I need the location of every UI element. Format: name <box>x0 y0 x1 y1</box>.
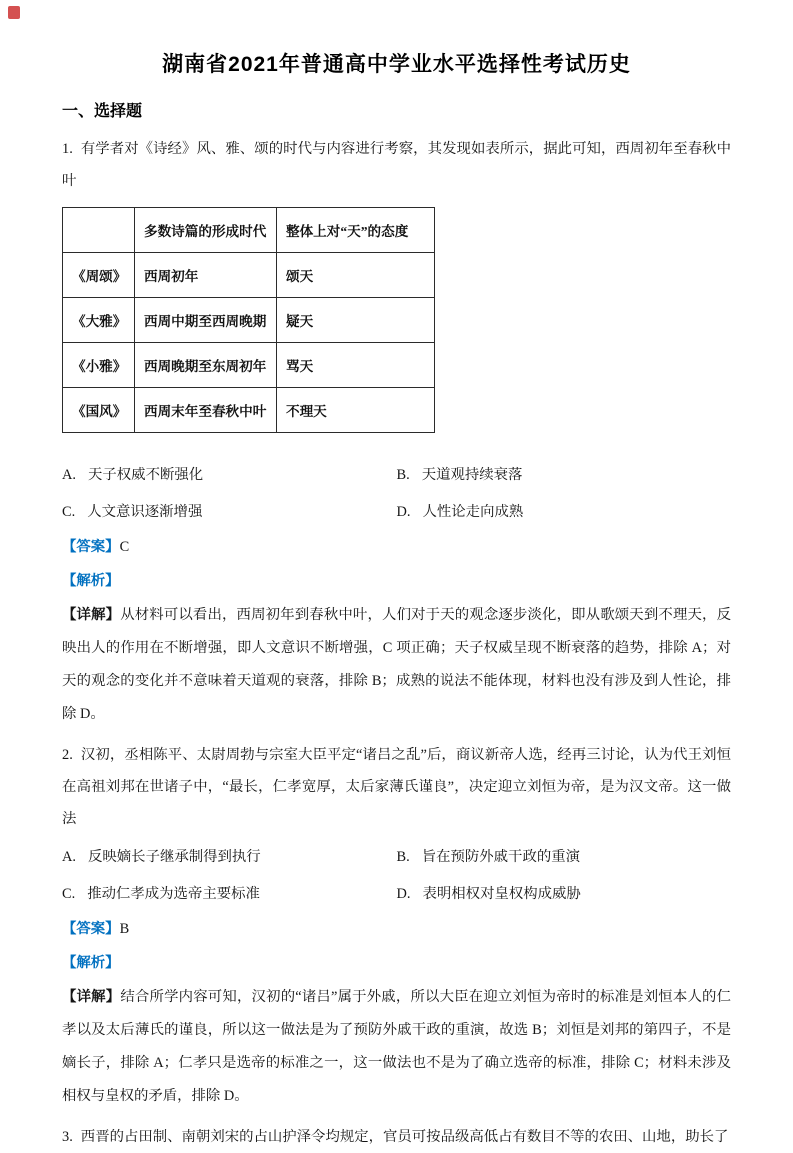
option-label: C. <box>62 504 76 520</box>
table-header-row <box>63 208 435 253</box>
option-a <box>62 459 397 492</box>
question-3 <box>62 1121 731 1153</box>
table-row <box>63 253 435 298</box>
table-row <box>63 298 435 343</box>
option-d <box>397 878 732 911</box>
option-text: 旨在预防外戚干政的重演 <box>421 849 581 865</box>
table-row <box>63 388 435 433</box>
detail-label: 【详解】 <box>62 607 121 623</box>
option-label: B. <box>396 467 410 483</box>
question-2 <box>62 739 731 1113</box>
question-stem <box>62 739 731 835</box>
question-stem-text: 西晋的占田制、南朝刘宋的占山护泽令均规定，官员可按品级高低占有数目不等的农田、山地，助长了 <box>80 1129 729 1145</box>
answer-label: 【答案】 <box>62 921 120 937</box>
analysis-label: 【解析】 <box>62 573 120 589</box>
analysis-line <box>62 565 731 598</box>
option-label: C. <box>62 886 76 902</box>
option-text: 天道观持续衰落 <box>421 467 523 483</box>
table-header-cell: 多数诗篇的形成时代 <box>135 208 277 253</box>
answer-line <box>62 531 731 564</box>
option-text: 人性论走向成熟 <box>422 504 524 520</box>
table-cell: 不理天 <box>277 388 435 433</box>
option-c <box>62 496 397 529</box>
section-heading: 一、选择题 <box>62 103 143 120</box>
option-text: 推动仁孝成为选帝主要标准 <box>87 886 260 902</box>
option-text: 反映嫡长子继承制得到执行 <box>88 849 261 865</box>
detail-paragraph <box>62 599 731 731</box>
table-cell: 骂天 <box>277 343 435 388</box>
option-b <box>397 459 732 492</box>
question-stem <box>62 1121 731 1153</box>
table-cell: 西周晚期至东周初年 <box>135 343 277 388</box>
corner-mark-icon <box>8 6 20 19</box>
option-text: 天子权威不断强化 <box>88 467 204 483</box>
table-cell: 《小雅》 <box>63 343 135 388</box>
option-text: 人文意识逐渐增强 <box>87 504 203 520</box>
question-stem-text: 有学者对《诗经》风、雅、颂的时代与内容进行考察，其发现如表所示，据此可知，西周初年至春秋中叶 <box>62 141 731 189</box>
question-stem <box>62 133 731 197</box>
table-cell: 西周初年 <box>135 253 277 298</box>
option-a <box>62 841 397 874</box>
option-c <box>62 878 397 911</box>
document-title: 湖南省2021年普通高中学业水平选择性考试历史 <box>162 53 631 76</box>
options-grid <box>62 841 731 911</box>
table-row <box>63 343 435 388</box>
table-cell: 《国风》 <box>63 388 135 433</box>
answer-line <box>62 913 731 946</box>
option-text: 表明相权对皇权构成威胁 <box>422 886 581 902</box>
option-d <box>397 496 732 529</box>
option-b <box>397 841 732 874</box>
detail-text: 从材料可以看出，西周初年到春秋中叶，人们对于天的观念逐步淡化，即从歌颂天到不理天，反映出人的作用在不断增强，即人文意识不断增强，C 项正确；天子权威呈现不断衰落的趋势，排除 A；对天的观念的变化并不意味着天道观的衰落，排除 B；成熟的说法不能体现，材料也没有涉及到人性论，排除 D。 <box>62 607 731 722</box>
question-stem-text: 汉初，丞相陈平、太尉周勃与宗室大臣平定“诸吕之乱”后，商议新帝人选，经再三讨论，认为代王刘恒在高祖刘邦在世诸子中，“最长，仁孝宽厚，太后家薄氏谨良”，决定迎立刘恒为帝，是为汉文帝。这一做法 <box>62 747 731 827</box>
shijing-attitude-table <box>62 207 435 433</box>
option-label: D. <box>396 886 411 902</box>
table-header-cell: 整体上对“天”的态度 <box>277 208 435 253</box>
table-cell: 《周颂》 <box>63 253 135 298</box>
option-label: B. <box>396 849 410 865</box>
option-label: A. <box>62 849 76 865</box>
analysis-line <box>62 947 731 980</box>
answer-label: 【答案】 <box>62 539 120 555</box>
question-number: 3. <box>62 1129 73 1145</box>
table-cell: 西周中期至西周晚期 <box>135 298 277 343</box>
question-1 <box>62 133 731 731</box>
answer-value: B <box>119 921 130 937</box>
table-cell: 《大雅》 <box>63 298 135 343</box>
analysis-label: 【解析】 <box>62 955 120 971</box>
detail-paragraph <box>62 981 731 1113</box>
table-cell: 西周末年至春秋中叶 <box>135 388 277 433</box>
table-cell: 颂天 <box>277 253 435 298</box>
table-header-cell <box>63 208 135 253</box>
answer-value: C <box>119 539 130 555</box>
question-number: 2. <box>62 747 73 763</box>
options-grid <box>62 459 731 529</box>
table-cell: 疑天 <box>277 298 435 343</box>
detail-label: 【详解】 <box>62 989 121 1005</box>
detail-text: 结合所学内容可知，汉初的“诸吕”属于外戚，所以大臣在迎立刘恒为帝时的标准是刘恒本人的仁孝以及太后薄氏的谨良，所以这一做法是为了预防外戚干政的重演，故选 B；刘恒是刘邦的第四子，不是嫡长子，排除 A；仁孝只是选帝的标准之一，这一做法也不是为了确立选帝的标准，排除 C；材料未涉及相权与皇权的矛盾，排除 D。 <box>62 989 731 1104</box>
option-label: A. <box>62 467 76 483</box>
question-number: 1. <box>62 141 73 157</box>
option-label: D. <box>396 504 411 520</box>
